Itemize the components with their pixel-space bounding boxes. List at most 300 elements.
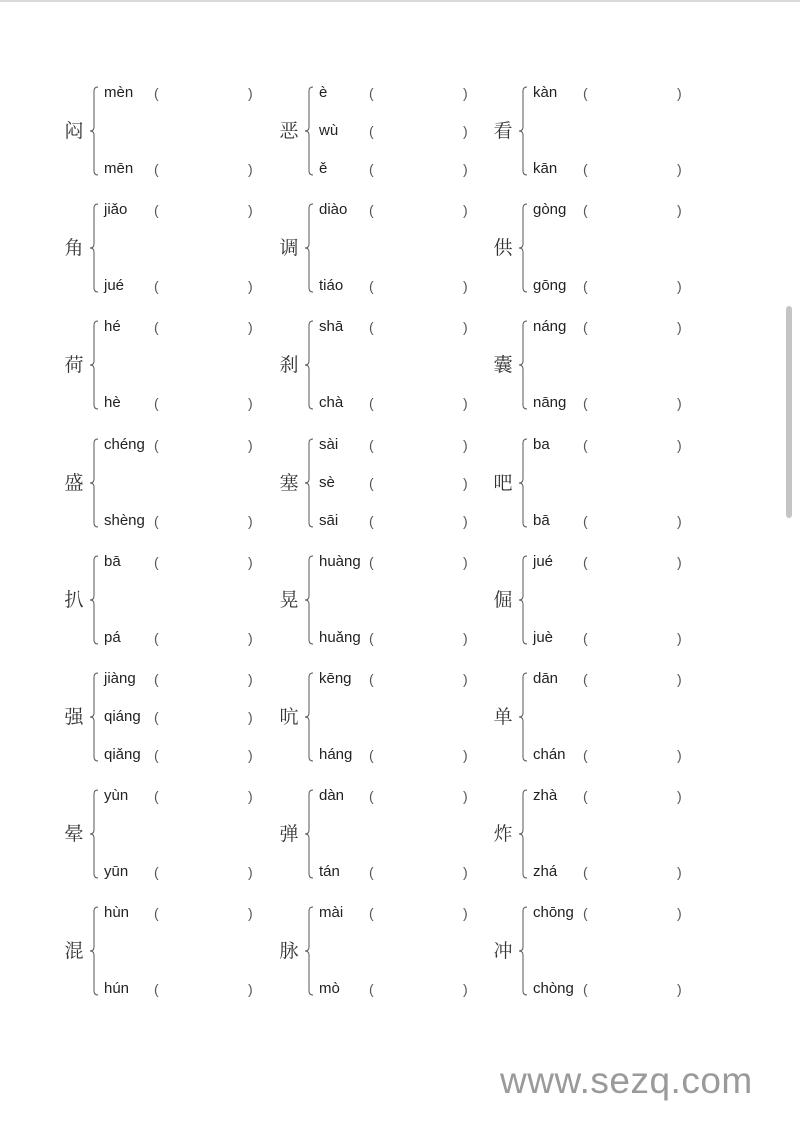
pinyin-label: mēn: [104, 160, 134, 177]
pinyin-label: sài: [319, 436, 339, 453]
open-paren: (: [154, 161, 159, 177]
close-paren: ): [463, 671, 468, 687]
word-answer-blank[interactable]: [379, 275, 461, 297]
polyphone-group: [62, 668, 276, 768]
word-answer-blank[interactable]: [379, 392, 461, 414]
close-paren: ): [677, 981, 682, 997]
pinyin-label: chéng: [104, 436, 145, 453]
reading-row: [104, 510, 276, 532]
word-answer-blank[interactable]: [164, 861, 246, 883]
close-paren: ): [463, 513, 468, 529]
reading-row: [533, 785, 705, 807]
close-paren: ): [248, 671, 253, 687]
word-answer-blank[interactable]: [379, 902, 461, 924]
reading-row: [319, 510, 491, 532]
reading-row: [319, 668, 491, 690]
close-paren: ): [677, 161, 682, 177]
pinyin-label: wù: [319, 122, 339, 139]
close-paren: ): [248, 513, 253, 529]
word-answer-blank[interactable]: [164, 785, 246, 807]
word-answer-blank[interactable]: [164, 627, 246, 649]
reading-row: [319, 551, 491, 573]
word-answer-blank[interactable]: [379, 627, 461, 649]
close-paren: ): [677, 85, 682, 101]
brace-icon: [86, 551, 100, 648]
word-answer-blank[interactable]: [379, 551, 461, 573]
chinese-character: 供: [493, 237, 513, 259]
chinese-character: 强: [64, 706, 84, 728]
reading-row: [104, 82, 276, 104]
close-paren: ): [463, 319, 468, 335]
polyphone-group: [277, 316, 491, 416]
close-paren: ): [248, 709, 253, 725]
open-paren: (: [583, 905, 588, 921]
chinese-character: 塞: [279, 472, 299, 494]
polyphone-group: [62, 82, 276, 182]
open-paren: (: [154, 709, 159, 725]
word-answer-blank[interactable]: [164, 744, 246, 766]
pinyin-label: bā: [104, 553, 121, 570]
reading-row: [319, 627, 491, 649]
word-answer-blank[interactable]: [593, 510, 675, 532]
word-answer-blank[interactable]: [379, 978, 461, 1000]
pinyin-label: bā: [533, 512, 550, 529]
brace-icon: [515, 82, 529, 179]
word-answer-blank[interactable]: [379, 744, 461, 766]
reading-row: [104, 316, 276, 338]
word-answer-blank[interactable]: [164, 275, 246, 297]
reading-row: [104, 668, 276, 690]
pinyin-label: yùn: [104, 787, 129, 804]
chinese-character: 混: [64, 940, 84, 962]
polyphone-group: [62, 785, 276, 885]
close-paren: ): [677, 513, 682, 529]
close-paren: ): [677, 788, 682, 804]
close-paren: ): [248, 630, 253, 646]
reading-row: [104, 902, 276, 924]
reading-row: [533, 744, 705, 766]
open-paren: (: [369, 513, 374, 529]
close-paren: ): [463, 85, 468, 101]
close-paren: ): [677, 864, 682, 880]
word-answer-blank[interactable]: [164, 158, 246, 180]
pinyin-label: shā: [319, 318, 344, 335]
open-paren: (: [583, 671, 588, 687]
open-paren: (: [369, 671, 374, 687]
word-answer-blank[interactable]: [164, 978, 246, 1000]
word-answer-blank[interactable]: [593, 627, 675, 649]
close-paren: ): [463, 202, 468, 218]
close-paren: ): [248, 202, 253, 218]
pinyin-label: ě: [319, 160, 328, 177]
word-answer-blank[interactable]: [379, 316, 461, 338]
pinyin-label: dān: [533, 670, 559, 687]
close-paren: ): [248, 981, 253, 997]
pinyin-label: jué: [533, 553, 554, 570]
close-paren: ): [463, 475, 468, 491]
close-paren: ): [248, 161, 253, 177]
brace-icon: [86, 82, 100, 179]
pinyin-label: hùn: [104, 904, 130, 921]
open-paren: (: [154, 864, 159, 880]
pinyin-label: kān: [533, 160, 558, 177]
open-paren: (: [369, 395, 374, 411]
reading-row: [104, 199, 276, 221]
pinyin-label: sè: [319, 474, 335, 491]
reading-row: [319, 392, 491, 414]
reading-row: [319, 978, 491, 1000]
word-answer-blank[interactable]: [379, 472, 461, 494]
open-paren: (: [369, 788, 374, 804]
brace-icon: [515, 785, 529, 882]
close-paren: ): [677, 554, 682, 570]
pinyin-label: yūn: [104, 863, 129, 880]
pinyin-label: hún: [104, 980, 130, 997]
chinese-character: 吭: [279, 706, 299, 728]
open-paren: (: [154, 513, 159, 529]
open-paren: (: [583, 630, 588, 646]
word-answer-blank[interactable]: [164, 82, 246, 104]
reading-row: [533, 392, 705, 414]
pinyin-label: zhà: [533, 787, 558, 804]
close-paren: ): [248, 864, 253, 880]
pinyin-label: chōng: [533, 904, 574, 921]
brace-icon: [86, 434, 100, 531]
word-answer-blank[interactable]: [593, 785, 675, 807]
brace-icon: [86, 785, 100, 882]
reading-row: [533, 668, 705, 690]
open-paren: (: [583, 981, 588, 997]
close-paren: ): [463, 981, 468, 997]
pinyin-label: náng: [533, 318, 567, 335]
reading-row: [319, 472, 491, 494]
brace-icon: [515, 668, 529, 765]
open-paren: (: [583, 864, 588, 880]
word-answer-blank[interactable]: [593, 744, 675, 766]
brace-icon: [301, 902, 315, 999]
chinese-character: 看: [493, 120, 513, 142]
open-paren: (: [154, 202, 159, 218]
chinese-character: 倔: [493, 589, 513, 611]
pinyin-label: huǎng: [319, 629, 361, 646]
reading-row: [104, 627, 276, 649]
reading-row: [533, 275, 705, 297]
reading-row: [104, 551, 276, 573]
word-answer-blank[interactable]: [593, 861, 675, 883]
close-paren: ): [248, 319, 253, 335]
chinese-character: 弹: [279, 823, 299, 845]
reading-row: [104, 392, 276, 414]
polyphone-group: [277, 199, 491, 299]
brace-icon: [515, 902, 529, 999]
close-paren: ): [248, 278, 253, 294]
polyphone-group: [277, 434, 491, 534]
close-paren: ): [248, 554, 253, 570]
brace-icon: [301, 199, 315, 296]
word-answer-blank[interactable]: [164, 510, 246, 532]
reading-row: [104, 706, 276, 728]
pinyin-label: diào: [319, 201, 348, 218]
reading-row: [533, 627, 705, 649]
pinyin-label: hè: [104, 394, 121, 411]
open-paren: (: [583, 554, 588, 570]
close-paren: ): [463, 123, 468, 139]
open-paren: (: [154, 278, 159, 294]
word-answer-blank[interactable]: [379, 158, 461, 180]
reading-row: [319, 82, 491, 104]
word-answer-blank[interactable]: [379, 861, 461, 883]
chinese-character: 炸: [493, 823, 513, 845]
polyphone-group: [62, 902, 276, 1002]
open-paren: (: [583, 202, 588, 218]
reading-row: [104, 785, 276, 807]
pinyin-label: mài: [319, 904, 344, 921]
reading-row: [533, 551, 705, 573]
open-paren: (: [154, 671, 159, 687]
word-answer-blank[interactable]: [593, 158, 675, 180]
open-paren: (: [369, 747, 374, 763]
reading-row: [104, 434, 276, 456]
polyphone-group: [277, 82, 491, 182]
polyphone-group: [491, 551, 705, 651]
brace-icon: [301, 668, 315, 765]
word-answer-blank[interactable]: [379, 434, 461, 456]
brace-icon: [515, 316, 529, 413]
word-answer-blank[interactable]: [379, 120, 461, 142]
open-paren: (: [154, 85, 159, 101]
chinese-character: 脉: [279, 940, 299, 962]
close-paren: ): [677, 395, 682, 411]
reading-row: [533, 434, 705, 456]
polyphone-group: [491, 199, 705, 299]
brace-icon: [515, 551, 529, 648]
open-paren: (: [583, 161, 588, 177]
pinyin-label: kēng: [319, 670, 352, 687]
pinyin-label: huàng: [319, 553, 361, 570]
pinyin-label: zhá: [533, 863, 558, 880]
chinese-character: 晕: [64, 823, 84, 845]
word-answer-blank[interactable]: [379, 785, 461, 807]
reading-row: [104, 861, 276, 883]
chinese-character: 晃: [279, 589, 299, 611]
close-paren: ): [463, 437, 468, 453]
open-paren: (: [154, 554, 159, 570]
word-answer-blank[interactable]: [379, 668, 461, 690]
reading-row: [533, 316, 705, 338]
brace-icon: [301, 434, 315, 531]
pinyin-label: shèng: [104, 512, 145, 529]
reading-row: [319, 199, 491, 221]
chinese-character: 盛: [64, 472, 84, 494]
word-answer-blank[interactable]: [379, 199, 461, 221]
polyphone-group: [491, 82, 705, 182]
reading-row: [319, 785, 491, 807]
brace-icon: [86, 902, 100, 999]
open-paren: (: [583, 319, 588, 335]
brace-icon: [515, 199, 529, 296]
word-answer-blank[interactable]: [593, 82, 675, 104]
brace-icon: [86, 668, 100, 765]
watermark: www.sezq.com: [500, 1060, 753, 1101]
pinyin-label: dàn: [319, 787, 345, 804]
close-paren: ): [463, 278, 468, 294]
polyphone-group: [277, 668, 491, 768]
close-paren: ): [463, 630, 468, 646]
reading-row: [319, 158, 491, 180]
open-paren: (: [154, 630, 159, 646]
close-paren: ): [677, 671, 682, 687]
brace-icon: [515, 434, 529, 531]
pinyin-label: è: [319, 84, 328, 101]
close-paren: ): [248, 437, 253, 453]
pinyin-label: mèn: [104, 84, 134, 101]
chinese-character: 单: [493, 706, 513, 728]
chinese-character: 扒: [64, 589, 84, 611]
open-paren: (: [369, 123, 374, 139]
reading-row: [104, 158, 276, 180]
pinyin-label: qiáng: [104, 708, 141, 725]
open-paren: (: [154, 747, 159, 763]
open-paren: (: [369, 278, 374, 294]
open-paren: (: [369, 437, 374, 453]
reading-row: [319, 434, 491, 456]
open-paren: (: [369, 85, 374, 101]
close-paren: ): [248, 747, 253, 763]
word-answer-blank[interactable]: [164, 316, 246, 338]
open-paren: (: [583, 513, 588, 529]
reading-row: [533, 199, 705, 221]
reading-row: [319, 275, 491, 297]
chinese-character: 冲: [493, 940, 513, 962]
chinese-character: 吧: [493, 472, 513, 494]
close-paren: ): [248, 85, 253, 101]
chinese-character: 恶: [279, 120, 299, 142]
reading-row: [319, 120, 491, 142]
open-paren: (: [154, 319, 159, 335]
brace-icon: [86, 199, 100, 296]
reading-row: [319, 902, 491, 924]
close-paren: ): [677, 747, 682, 763]
scrollbar-thumb[interactable]: [786, 306, 792, 518]
close-paren: ): [248, 788, 253, 804]
word-answer-blank[interactable]: [593, 392, 675, 414]
reading-row: [533, 82, 705, 104]
pinyin-label: chán: [533, 746, 566, 763]
close-paren: ): [677, 905, 682, 921]
close-paren: ): [463, 395, 468, 411]
pinyin-label: jiàng: [104, 670, 136, 687]
open-paren: (: [154, 981, 159, 997]
pinyin-label: gòng: [533, 201, 567, 218]
word-answer-blank[interactable]: [379, 510, 461, 532]
word-answer-blank[interactable]: [164, 551, 246, 573]
polyphone-group: [491, 785, 705, 885]
open-paren: (: [369, 202, 374, 218]
word-answer-blank[interactable]: [164, 434, 246, 456]
polyphone-group: [491, 668, 705, 768]
word-answer-blank[interactable]: [593, 978, 675, 1000]
reading-row: [533, 510, 705, 532]
open-paren: (: [154, 905, 159, 921]
polyphone-group: [491, 902, 705, 1002]
reading-row: [104, 744, 276, 766]
open-paren: (: [583, 437, 588, 453]
word-answer-blank[interactable]: [593, 551, 675, 573]
brace-icon: [301, 551, 315, 648]
open-paren: (: [369, 864, 374, 880]
close-paren: ): [677, 319, 682, 335]
pinyin-label: gōng: [533, 277, 567, 294]
reading-row: [319, 744, 491, 766]
word-answer-blank[interactable]: [164, 668, 246, 690]
close-paren: ): [248, 395, 253, 411]
brace-icon: [301, 82, 315, 179]
pinyin-label: juè: [533, 629, 554, 646]
close-paren: ): [677, 437, 682, 453]
close-paren: ): [677, 630, 682, 646]
chinese-character: 闷: [64, 120, 84, 142]
word-answer-blank[interactable]: [593, 902, 675, 924]
polyphone-group: [62, 199, 276, 299]
reading-row: [533, 978, 705, 1000]
word-answer-blank[interactable]: [379, 82, 461, 104]
chinese-character: 刹: [279, 354, 299, 376]
pinyin-label: tán: [319, 863, 340, 880]
word-answer-blank[interactable]: [164, 199, 246, 221]
word-answer-blank[interactable]: [593, 434, 675, 456]
open-paren: (: [154, 437, 159, 453]
open-paren: (: [583, 395, 588, 411]
word-answer-blank[interactable]: [593, 668, 675, 690]
pinyin-label: chòng: [533, 980, 574, 997]
chinese-character: 角: [64, 237, 84, 259]
pinyin-label: háng: [319, 746, 353, 763]
word-answer-blank[interactable]: [593, 275, 675, 297]
open-paren: (: [154, 788, 159, 804]
open-paren: (: [583, 85, 588, 101]
word-answer-blank[interactable]: [164, 902, 246, 924]
chinese-character: 调: [279, 237, 299, 259]
polyphone-group: [277, 785, 491, 885]
open-paren: (: [369, 475, 374, 491]
polyphone-group: [491, 316, 705, 416]
chinese-character: 囊: [493, 354, 513, 376]
polyphone-group: [62, 316, 276, 416]
polyphone-group: [277, 902, 491, 1002]
polyphone-group: [62, 551, 276, 651]
close-paren: ): [463, 161, 468, 177]
pinyin-label: sāi: [319, 512, 339, 529]
pinyin-label: hé: [104, 318, 121, 335]
close-paren: ): [248, 905, 253, 921]
open-paren: (: [369, 319, 374, 335]
close-paren: ): [463, 747, 468, 763]
word-answer-blank[interactable]: [164, 392, 246, 414]
reading-row: [533, 158, 705, 180]
word-answer-blank[interactable]: [164, 706, 246, 728]
pinyin-label: chà: [319, 394, 344, 411]
open-paren: (: [583, 788, 588, 804]
pinyin-label: jué: [104, 277, 125, 294]
reading-row: [533, 861, 705, 883]
pinyin-label: tiáo: [319, 277, 344, 294]
open-paren: (: [369, 161, 374, 177]
close-paren: ): [677, 278, 682, 294]
close-paren: ): [463, 905, 468, 921]
word-answer-blank[interactable]: [593, 199, 675, 221]
open-paren: (: [154, 395, 159, 411]
word-answer-blank[interactable]: [593, 316, 675, 338]
